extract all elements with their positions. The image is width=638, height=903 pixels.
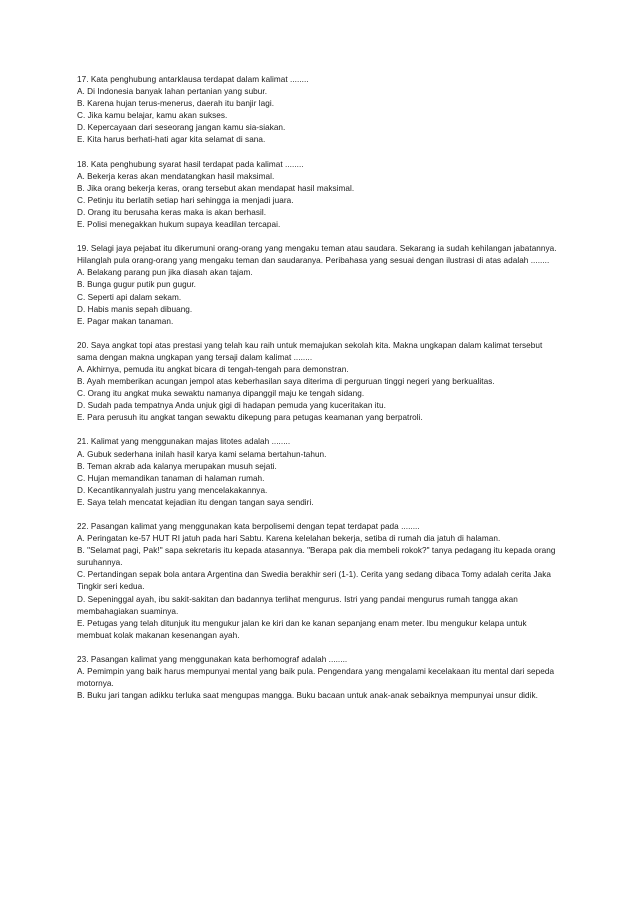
option-e: E. Saya telah mencatat kejadian itu dengan tangan saya sendiri. [77,497,314,507]
question-stem: 17. Kata penghubung antarklausa terdapat dalam kalimat ........ [77,75,309,84]
option-a: A. Di Indonesia banyak lahan pertanian yang subur. [77,87,268,97]
question-21 [77,436,559,509]
option-b: B. Karena hujan terus-menerus, daerah itu banjir lagi. [77,99,275,109]
option-e: E. Para perusuh itu angkat tangan sewaktu dikepung para petugas keamanan yang berpatroli. [77,413,423,423]
option-a: A. Bekerja keras akan mendatangkan hasil maksimal. [77,171,275,181]
option-b: B. "Selamat pagi, Pak!" sapa sekretaris itu kepada atasannya. "Berapa pak dia membeli rokok?" tanya pedagang itu kepada orang suruhannya. [77,546,556,568]
option-e: E. Petugas yang telah ditunjuk itu mengukur jalan ke kiri dan ke kanan sepanjang enam meter. Ibu mengukur kelapa untuk membuat kolak makanan kesenangan ayah. [77,618,527,640]
question-17 [77,74,559,147]
question-stem: 21. Kalimat yang menggunakan majas litotes adalah ........ [77,437,291,447]
option-e: E. Polisi menegakkan hukum supaya keadilan tercapai. [77,220,281,230]
option-b: B. Jika orang bekerja keras, orang tersebut akan mendapat hasil maksimal. [77,183,355,193]
option-a: A. Akhirnya, pemuda itu angkat bicara di tengah-tengah para demonstran. [77,364,349,374]
question-stem: 20. Saya angkat topi atas prestasi yang telah kau raih untuk memajukan sekolah kita. Makna ungkapan dalam kalimat tersebut sama dengan makna ungkapan yang tersaji dalam kalimat ........ [77,340,543,362]
question-stem: 22. Pasangan kalimat yang menggunakan kata berpolisemi dengan tepat terdapat pada ........ [77,522,420,531]
option-e: E. Pagar makan tanaman. [77,316,174,326]
option-d: D. Habis manis sepah dibuang. [77,304,193,314]
option-a: A. Gubuk sederhana inilah hasil karya kami selama bertahun-tahun. [77,449,327,459]
option-b: B. Bunga gugur putik pun gugur. [77,280,196,290]
option-c: C. Seperti api dalam sekam. [77,292,182,302]
option-d: D. Kepercayaan dari seseorang jangan kamu sia-siakan. [77,123,286,133]
option-a: A. Belakang parang pun jika diasah akan tajam. [77,268,253,278]
option-c: C. Hujan memandikan tanaman di halaman rumah. [77,473,265,483]
option-d: D. Orang itu berusaha keras maka is akan berhasil. [77,207,267,217]
option-b: B. Buku jari tangan adikku terluka saat mengupas mangga. Buku bacaan untuk anak-anak sebaiknya mempunyai unsur didik. [77,691,538,701]
option-d: D. Sudah pada tempatnya Anda unjuk gigi di hadapan pemuda yang kuceritakan itu. [77,401,386,411]
question-stem: 23. Pasangan kalimat yang menggunakan kata berhomograf adalah ........ [77,654,348,664]
option-c: C. Orang itu angkat muka sewaktu namanya dipanggil maju ke tengah sidang. [77,389,365,399]
option-d: D. Sepeninggal ayah, ibu sakit-sakitan dan badannya terlihat mengurus. Istri yang pandai mengurus rumah tangga akan membahagiakan suaminya. [77,594,518,616]
option-b: B. Ayah memberikan acungan jempol atas keberhasilan saya diterima di perguruan tinggi negeri yang berkualitas. [77,377,495,387]
question-19 [77,243,559,328]
option-e: E. Kita harus berhati-hati agar kita selamat di sana. [77,135,266,145]
option-c: C. Petinju itu berlatih setiap hari sehingga ia menjadi juara. [77,195,294,205]
option-a: A. Pemimpin yang baik harus mempunyai mental yang baik pula. Pengendara yang mengalami kecelakaan itu mental dari sepeda motornya. [77,667,555,689]
option-c: C. Pertandingan sepak bola antara Argentina dan Swedia berakhir seri (1-1). Cerita yang sedang dibaca Tomy adalah cerita Jaka Tingkir seri kedua. [77,570,551,592]
question-18 [77,159,559,232]
exam-page [77,74,559,714]
question-stem: 19. Selagi jaya pejabat itu dikerumuni orang-orang yang mengaku teman atau saudara. Sekarang ia sudah kehilangan jabatannya. Hilanglah pula orang-orang yang mengaku teman dan saudaranya. Peribahasa yang sesuai dengan ilustrasi di atas adalah ........ [77,244,557,266]
option-b: B. Teman akrab ada kalanya merupakan musuh sejati. [77,461,277,471]
question-20 [77,340,559,425]
question-23 [77,654,559,702]
question-22 [77,521,559,642]
option-a: A. Peringatan ke-57 HUT RI jatuh pada hari Sabtu. Karena kelelahan bekerja, setiba di rumah dia jatuh di halaman. [77,534,501,544]
question-stem: 18. Kata penghubung syarat hasil terdapat pada kalimat ........ [77,159,304,169]
option-d: D. Kecantikannyalah justru yang mencelakakannya. [77,485,268,495]
option-c: C. Jika kamu belajar, kamu akan sukses. [77,111,228,121]
